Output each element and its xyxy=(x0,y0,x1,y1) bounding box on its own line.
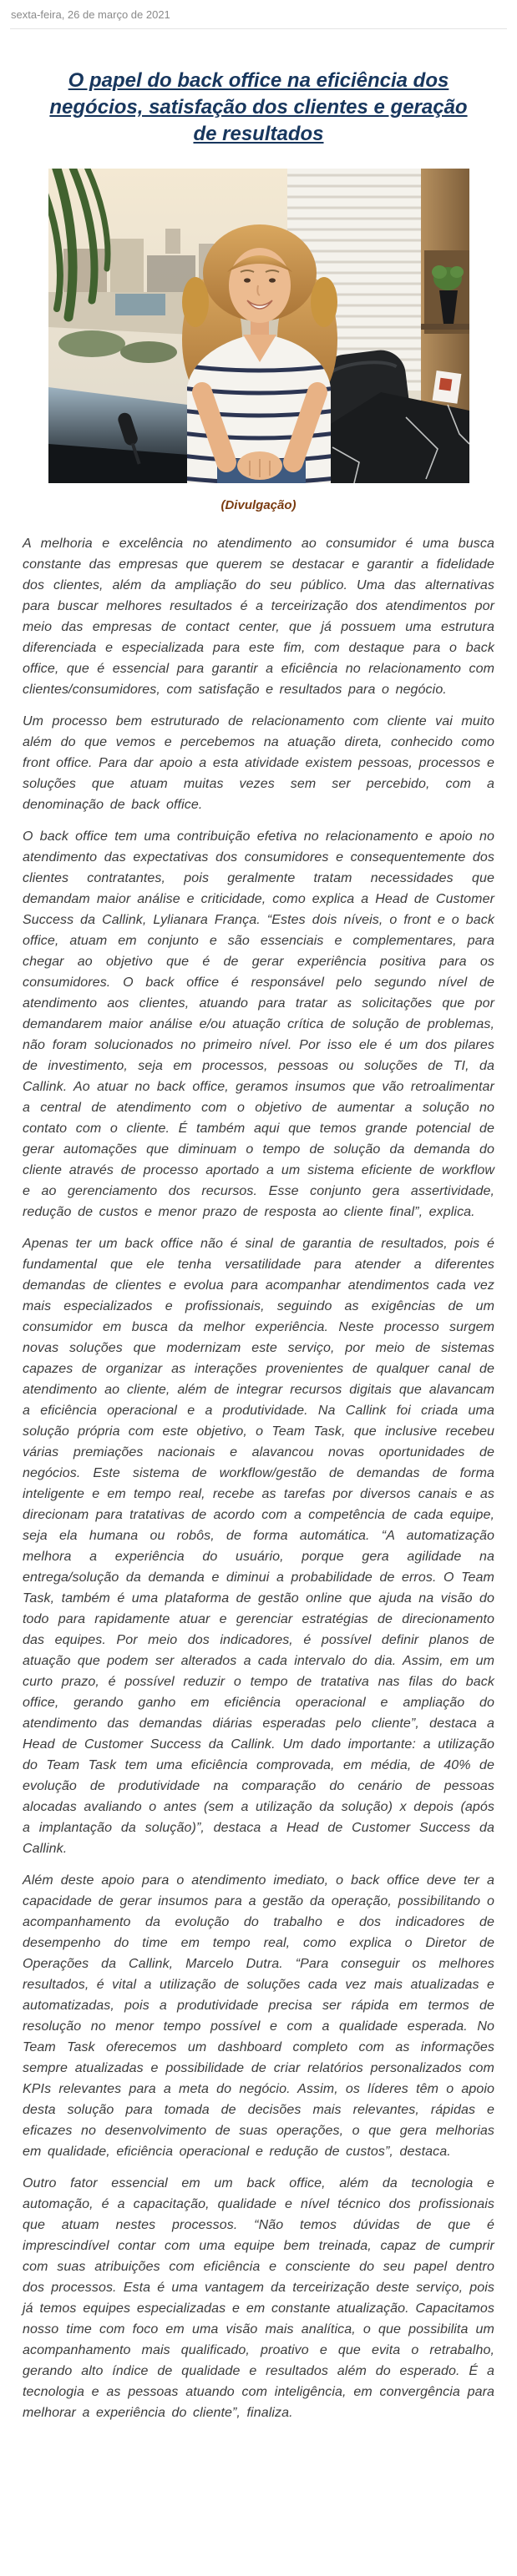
post-title-link[interactable]: O papel do back office na eficiência dos negócios, satisfação dos clientes e geração de resultados xyxy=(49,69,468,145)
paragraph-4: Apenas ter um back office não é sinal de garantia de resultados, pois é fundamental que ele tenha versatilidade para atender a diferentes demandas de clientes e evolua para acompanhar atendimentos cada vez mais especializados e profissionais, seguindo as exigências de um consumidor em busca da melhor experiência. Neste processo surgem novas soluções que modernizam este serviço, por meio de sistemas capazes de organizar as interações provenientes de qualquer canal de atendimento ao cliente, além de integrar recursos digitais que alavancam a eficiência operacional e a produtividade. Na Callink foi criada uma solução própria com este objetivo, o Team Task, que inclusive recebeu várias premiações nacionais e alavancou novas oportunidades de negócios. Este sistema de workflow/gestão de demandas de forma inteligente e em tempo real, recebe as tarefas por diversos canais e as direcionam para tratativas de acordo com a competência de cada equipe, seja ela humana ou robôs, de forma automática. “A automatização melhora a experiência do usuário, porque gera agilidade na entrega/solução da demanda e diminui a probabilidade de erros. O Team Task, também é uma plataforma de gestão online que ajuda na visão do todo para rapidamente atuar e gerenciar estratégias de direcionamento das equipes. Por meio dos indicadores, é possível definir planos de atuação que podem ser alterados a cada intervalo do dia. Assim, em um curto prazo, é possível reduzir o tempo de tratativa nas filas do back office, gerando ganho em eficiência operacional e ampliação do atendimento das demandas diárias esperadas pelo cliente”, destaca a Head de Customer Success da Callink. Um dado importante: a utilização do Team Task tem uma eficiência comprovada, em média, de 40% de evolução de produtividade na comparação do cenário de pessoas alocadas avaliando o antes (sem a utilização da solução) x depois (após a implantação da solução)”, destaca a Head de Customer Success da Callink. xyxy=(23,1237,494,1856)
article-photo xyxy=(48,169,469,483)
paragraph-6: Outro fator essencial em um back office, além da tecnologia e automação, é a capacitação, qualidade e nível técnico dos profissionais que atuam nestes processos. “Não temos dúvidas de que é imprescindível contar com uma equipe bem treinada, capaz de cumprir com suas atribuições com eficiência e consciente do seu papel dentro dos processos. Esta é uma vantagem da terceirização deste serviço, pois já temos equipes especializadas e em constante atualização. Capacitamos nosso time com foco em uma visão mais analítica, o que possibilita um acompanhamento mais qualificado, proativo e que evita o retrabalho, gerando alto índice de qualidade e resultados além do esperado. É a tecnologia e as pessoas atuando com inteligência, em convergência para melhorar a experiência do cliente”, finaliza. xyxy=(23,2176,494,2420)
photo-caption: (Divulgação) xyxy=(220,498,297,512)
paragraph-1: A melhoria e excelência no atendimento ao consumidor é uma busca constante das empresas que querem se destacar e garantir a fidelidade dos clientes, além da ampliação do seu público. Uma das alternativas para buscar melhores resultados é a terceirização dos atendimentos por meio das empresas de contact center, que já possuem uma estrutura diferenciada e especializada para este fim, com destaque para o back office, que é essencial para garantir a eficiência no relacionamento com clientes/consumidores, com satisfação e resultados para o negócio. xyxy=(23,537,494,697)
office-portrait-illustration xyxy=(48,169,469,483)
paragraph-2: Um processo bem estruturado de relacionamento com cliente vai muito além do que vemos e percebemos na atuação direta, conhecido como front office. Para dar apoio a esta atividade existem pessoas, processos e soluções que atuam muitas vezes sem ser percebido, com a denominação de back office. xyxy=(23,714,494,812)
paragraph-5: Além deste apoio para o atendimento imediato, o back office deve ter a capacidade de gerar insumos para a gestão da operação, possibilitando o acompanhamento da evolução do trabalho e dos indicadores de desempenho do time em tempo real, como explica o Diretor de Operações da Callink, Marcelo Dutra. “Para conseguir os melhores resultados, é vital a utilização de soluções cada vez mais atualizadas e automatizadas, pois a produtividade precisa ser rápida em termos de resolução no menor tempo possível e com a qualidade esperada. No Team Task oferecemos um dashboard completo com as informações sempre atualizadas e possibilidade de criar relatórios personalizados com KPIs relevantes para a meta do negócio. Assim, os líderes têm o apoio desta solução para tomada de decisões mais relevantes, rápidas e eficazes no desenvolvimento de suas operações, o que gera melhorias em qualidade, eficiência operacional e redução de custos”, destaca. xyxy=(23,1873,494,2159)
date-header: sexta-feira, 26 de março de 2021 xyxy=(11,8,170,21)
paragraph-3: O back office tem uma contribuição efetiva no relacionamento e apoio no atendimento das expectativas dos consumidores e consequentemente dos clientes contratantes, pois geralmente tratam necessidades que demandam maior análise e criticidade, como explica a Head de Customer Success da Callink, Lylianara França. “Estes dois níveis, o front e o back office, atuam em conjunto e são essenciais e complementares, para chegar ao objetivo que é de gerar experiência positiva para os consumidores. O back office é responsável pelo segundo nível de atendimento aos clientes, atuando para tratar as solicitações que por demandarem maior análise e/ou atuação crítica de solução de problemas, não foram solucionados no primeiro nível. Por isso ele é um dos pilares de investimento, seja em processos, pessoas ou soluções de TI, da Callink. Ao atuar no back office, geramos insumos que vão retroalimentar a central de atendimento com o objetivo de aumentar a solução no contato com o cliente. É também aqui que temos grande potencial de gerar automações que diminuam o tempo de solução da demanda do cliente através de processo aportado a um sistema eficiente de workflow e ao gerenciamento dos recursos. Esse conjunto gera assertividade, redução de custos e menor prazo de resposta ao cliente final”, explica. xyxy=(23,829,494,1219)
article-body xyxy=(23,533,494,2423)
header-divider xyxy=(10,28,507,29)
